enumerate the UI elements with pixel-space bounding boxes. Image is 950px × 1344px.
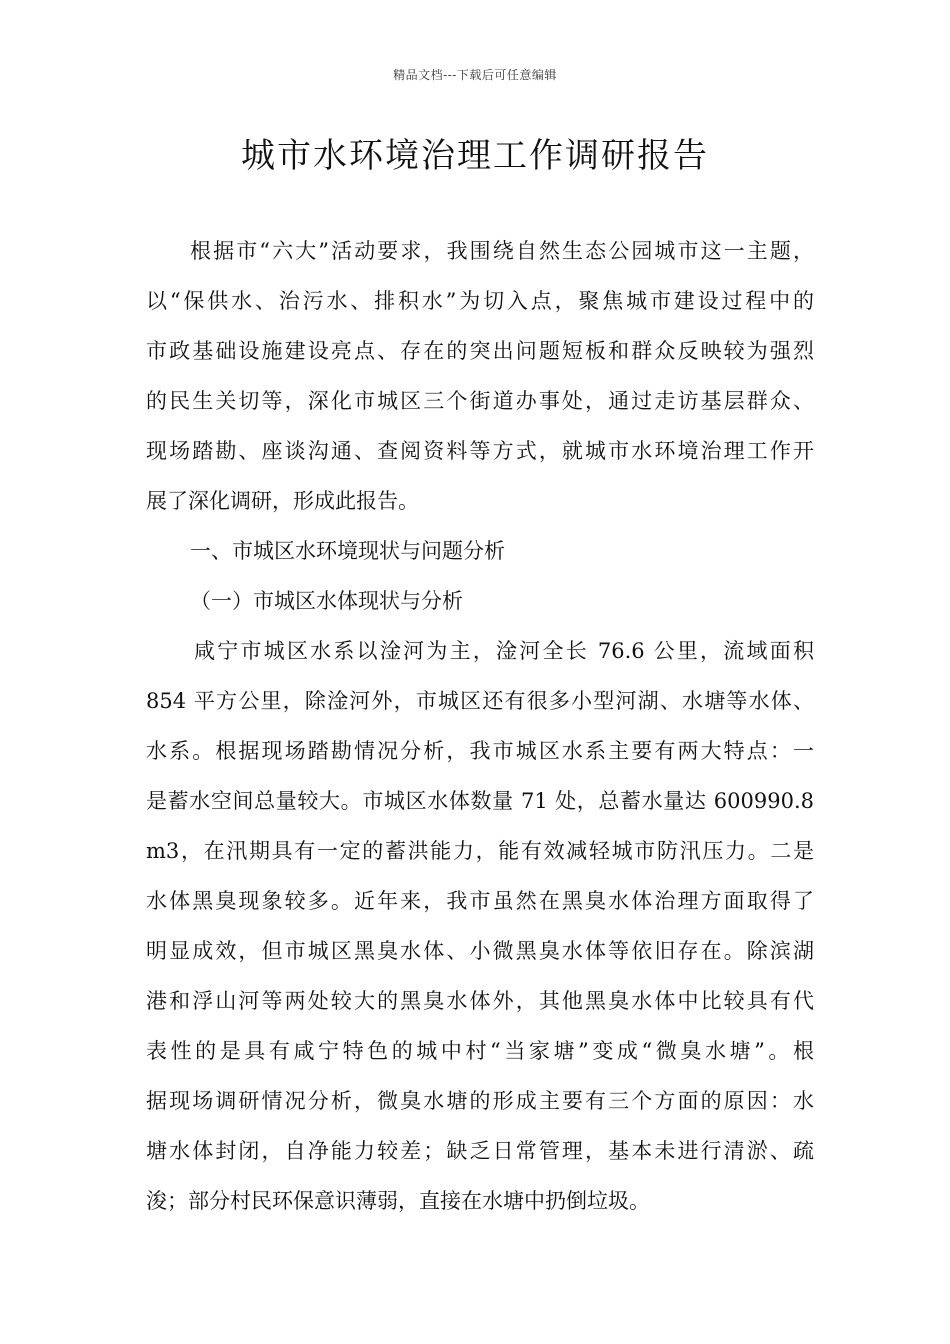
paragraph-line: 明显成效，但市城区黑臭水体、小微黑臭水体等依旧存在。除滨湖 [146,939,814,963]
paragraph-line: 854 平方公里，除淦河外，市城区还有很多小型河湖、水塘等水体、 [146,689,814,713]
paragraph-line: 浚；部分村民环保意识薄弱，直接在水塘中扔倒垃圾。 [146,1189,650,1213]
paragraph-line: 塘水体封闭，自净能力较差；缺乏日常管理，基本未进行清淤、疏 [146,1139,814,1163]
paragraph-line: 展了深化调研，形成此报告。 [146,489,419,513]
paragraph-line: 根据市“六大”活动要求，我围绕自然生态公园城市这一主题， [190,239,814,263]
paragraph-line: 表性的是具有咸宁特色的城中村“当家塘”变成“微臭水塘”。根 [146,1039,814,1063]
paragraph-line: 水系。根据现场踏勘情况分析，我市城区水系主要有两大特点：一 [146,739,814,763]
paragraph-line: 据现场调研情况分析，微臭水塘的形成主要有三个方面的原因：水 [146,1089,814,1113]
paragraph-line: 是蓄水空间总量较大。市城区水体数量 71 处，总蓄水量达 600990.8 [146,789,814,813]
section-heading-1: 一、市城区水环境现状与问题分析 [190,539,505,563]
paragraph-line: 咸宁市城区水系以淦河为主，淦河全长 76.6 公里，流域面积 [194,639,814,663]
paragraph-line: 水体黑臭现象较多。近年来，我市虽然在黑臭水体治理方面取得了 [146,889,814,913]
document-body [146,226,814,1226]
paragraph-water-status [146,626,814,1226]
paragraph-line: 市政基础设施建设亮点、存在的突出问题短板和群众反映较为强烈 [146,339,814,363]
paragraph-line: 港和浮山河等两处较大的黑臭水体外，其他黑臭水体中比较具有代 [146,989,814,1013]
paragraph-line: m3，在汛期具有一定的蓄洪能力，能有效减轻城市防汛压力。二是 [146,839,814,863]
paragraph-line: 的民生关切等，深化市城区三个街道办事处，通过走访基层群众、 [146,389,814,413]
header-note: 精品文档---下载后可任意编辑 [393,68,557,82]
section-heading-2: （一）市城区水体现状与分析 [190,589,463,613]
paragraph-intro [146,226,814,526]
paragraph-line: 现场踏勘、座谈沟通、查阅资料等方式，就城市水环境治理工作开 [146,439,814,463]
document-title: 城市水环境治理工作调研报告 [241,136,709,176]
paragraph-line: 以“保供水、治污水、排积水”为切入点，聚焦城市建设过程中的 [146,289,814,313]
